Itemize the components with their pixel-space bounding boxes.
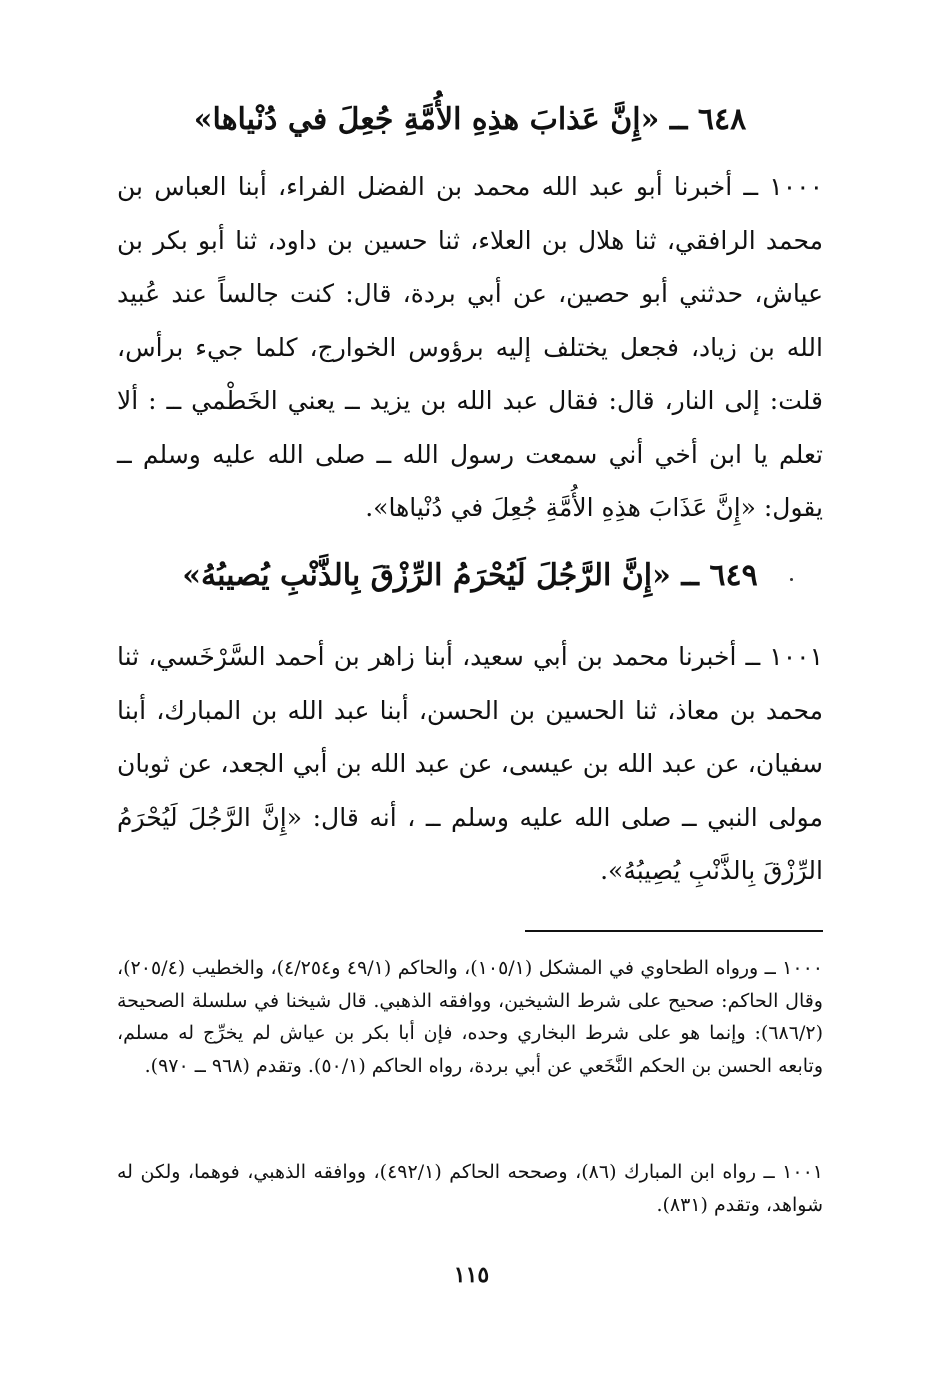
chapter-heading-648: ٦٤٨ ــ «إِنَّ عَذابَ هذِهِ الأُمَّةِ جُعِلَ في دُنْياها» bbox=[193, 102, 747, 137]
footnote-1001: ١٠٠١ ــ رواه ابن المبارك (٨٦)، وصححه الحاكم (٤٩٢/١)، ووافقه الذهبي، فوهما، ولكن له شواهد، وتقدم (٨٣١). bbox=[117, 1161, 823, 1216]
page-number: ١١٥ bbox=[453, 1262, 490, 1288]
ink-speck bbox=[790, 578, 793, 581]
footnote-separator bbox=[525, 930, 823, 932]
chapter-heading-649: ٦٤٩ ــ «إِنَّ الرَّجُلَ لَيُحْرَمُ الرِّزْقَ بِالذَّنْبِ يُصيبُهُ» bbox=[182, 558, 758, 593]
hadith-1001-text: ١٠٠١ ــ أخبرنا محمد بن أبي سعيد، أبنا زاهر بن أحمد السَّرْخَسي، ثنا محمد بن معاذ، ثنا الحسين بن الحسن، أبنا عبد الله بن المبارك، أبنا سفيان، عن عبد الله بن عيسى، عن عبد الله بن أبي الجعد، عن ثوبان مولى النبي ــ صلى الله عليه وسلم ــ ، أنه قال: «إِنَّ الرَّجُلَ لَيُحْرَمُ الرِّزْقَ بِالذَّنْبِ يُصِيبُهُ». bbox=[117, 642, 823, 885]
hadith-1000-text: ١٠٠٠ ــ أخبرنا أبو عبد الله محمد بن الفضل الفراء، أبنا العباس بن محمد الرافقي، ثنا هلال بن العلاء، ثنا حسين بن داود، ثنا أبو بكر بن عياش، حدثني أبو حصين، عن أبي بردة، قال: كنت جالساً عند عُبيد الله بن زياد، فجعل يختلف إليه برؤوس الخوارج، كلما جيء برأس، قلت: إلى النار، قال: فقال عبد الله بن يزيد ــ يعني الخَطْمي ــ : ألا تعلم يا ابن أخي أني سمعت رسول الله ــ صلى الله عليه وسلم ــ يقول: «إِنَّ عَذَابَ هذِهِ الأُمَّةِ جُعِلَ في دُنْياها». bbox=[117, 172, 823, 522]
footnote-1000: ١٠٠٠ ــ ورواه الطحاوي في المشكل (١٠٥/١)، والحاكم (٤٩/١ و٤/٢٥٤)، والخطيب (٢٠٥/٤)، وقال الحاكم: صحيح على شرط الشيخين، ووافقه الذهبي. قال شيخنا في سلسلة الصحيحة (٦٨٦/٢): وإنما هو على شرط البخاري وحده، فإن أبا بكر بن عياش لم يخرِّج له مسلم، وتابعه الحسن بن الحكم النَّخَعي عن أبي بردة، رواه الحاكم (٥٠/١). وتقدم (٩٦٨ ــ ٩٧٠). bbox=[117, 957, 823, 1077]
